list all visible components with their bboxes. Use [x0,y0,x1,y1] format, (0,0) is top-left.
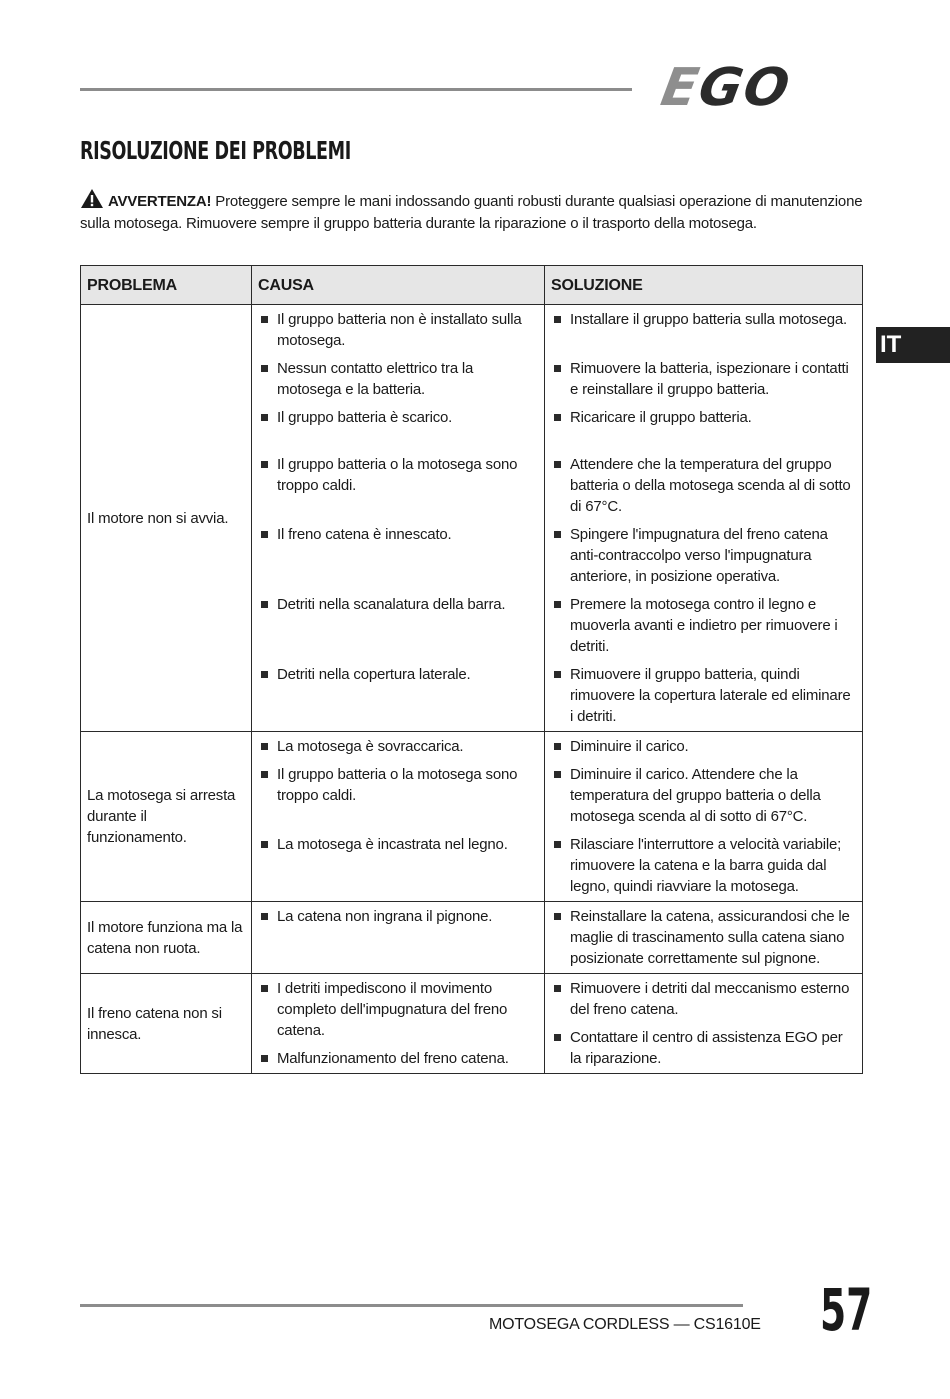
cause-item: Malfunzionamento del freno catena. [259,1048,538,1069]
language-tab [876,327,950,363]
table-row [81,902,863,974]
table-row [81,305,863,732]
cause-cell [252,732,545,902]
problem-cell: La motosega si arresta durante il funzionamento. [81,732,252,902]
cause-item: La catena non ingrana il pignone. [259,906,538,927]
ego-logo: EGO [656,58,796,118]
cause-item: Il gruppo batteria è scarico. [259,407,538,447]
header-problem: PROBLEMA [81,266,252,305]
cause-item: Nessun contatto elettrico tra la motosega e la batteria. [259,358,538,400]
warning-text: Proteggere sempre le mani indossando guanti robusti durante qualsiasi operazione di manutenzione sulla motosega. Rimuovere sempre il gruppo batteria durante la riparazione o il trasporto della motosega. [80,193,863,232]
troubleshooting-table [80,265,863,1074]
cause-item: Detriti nella scanalatura della barra. [259,594,538,657]
cause-item: Detriti nella copertura laterale. [259,664,538,727]
solution-item: Attendere che la temperatura del gruppo batteria o della motosega scenda al di sotto di 67°C. [552,454,856,517]
solution-item: Rimuovere i detriti dal meccanismo esterno del freno catena. [552,978,856,1020]
solution-cell [545,974,863,1074]
table-header-row [81,266,863,305]
solution-item: Premere la motosega contro il legno e muoverla avanti e indietro per rimuovere i detriti. [552,594,856,657]
cause-item: Il gruppo batteria non è installato sulla motosega. [259,309,538,351]
footer-rule [80,1304,743,1307]
page-number: 57 [820,1276,873,1344]
solution-item: Spingere l'impugnatura del freno catena anti-contraccolpo verso l'impugnatura anteriore, in posizione operativa. [552,524,856,587]
solution-item: Rimuovere il gruppo batteria, quindi rimuovere la copertura laterale ed eliminare i detriti. [552,664,856,727]
solution-item: Diminuire il carico. Attendere che la temperatura del gruppo batteria o della motosega scenda al di sotto di 67°C. [552,764,856,827]
solution-cell [545,902,863,974]
solution-cell [545,305,863,732]
header-solution: SOLUZIONE [545,266,863,305]
problem-cell: Il motore funziona ma la catena non ruota. [81,902,252,974]
solution-item: Contattare il centro di assistenza EGO per la riparazione. [552,1027,856,1069]
cause-item: La motosega è sovraccarica. [259,736,538,757]
warning-label: AVVERTENZA! [107,193,212,210]
table-row [81,974,863,1074]
problem-cell: Il motore non si avvia. [81,305,252,732]
cause-item: Il gruppo batteria o la motosega sono troppo caldi. [259,454,538,517]
solution-item: Ricaricare il gruppo batteria. [552,407,856,447]
cause-item: Il freno catena è innescato. [259,524,538,587]
header-cause: CAUSA [252,266,545,305]
solution-item: Rilasciare l'interruttore a velocità variabile; rimuovere la catena e la barra guida dal legno, quindi riavviare la motosega. [552,834,856,897]
footer-model-text: MOTOSEGA CORDLESS — CS1610E [489,1316,761,1333]
cause-cell [252,974,545,1074]
solution-item: Installare il gruppo batteria sulla motosega. [552,309,856,351]
solution-cell [545,732,863,902]
solution-item: Rimuovere la batteria, ispezionare i contatti e reinstallare il gruppo batteria. [552,358,856,400]
table-row [81,732,863,902]
header-rule [80,88,632,91]
language-tab-label: IT [880,331,902,358]
solution-item: Reinstallare la catena, assicurandosi che le maglie di trascinamento sulla catena siano posizionate correttamente sul pignone. [552,906,856,969]
solution-item: Diminuire il carico. [552,736,856,757]
cause-item: I detriti impediscono il movimento completo dell'impugnatura del freno catena. [259,978,538,1041]
page-title: RISOLUZIONE DEI PROBLEMI [80,136,351,165]
warning-notice [80,188,870,235]
cause-item: La motosega è incastrata nel legno. [259,834,538,897]
cause-cell [252,902,545,974]
cause-cell [252,305,545,732]
cause-item: Il gruppo batteria o la motosega sono troppo caldi. [259,764,538,827]
warning-icon [80,188,104,209]
problem-cell: Il freno catena non si innesca. [81,974,252,1074]
